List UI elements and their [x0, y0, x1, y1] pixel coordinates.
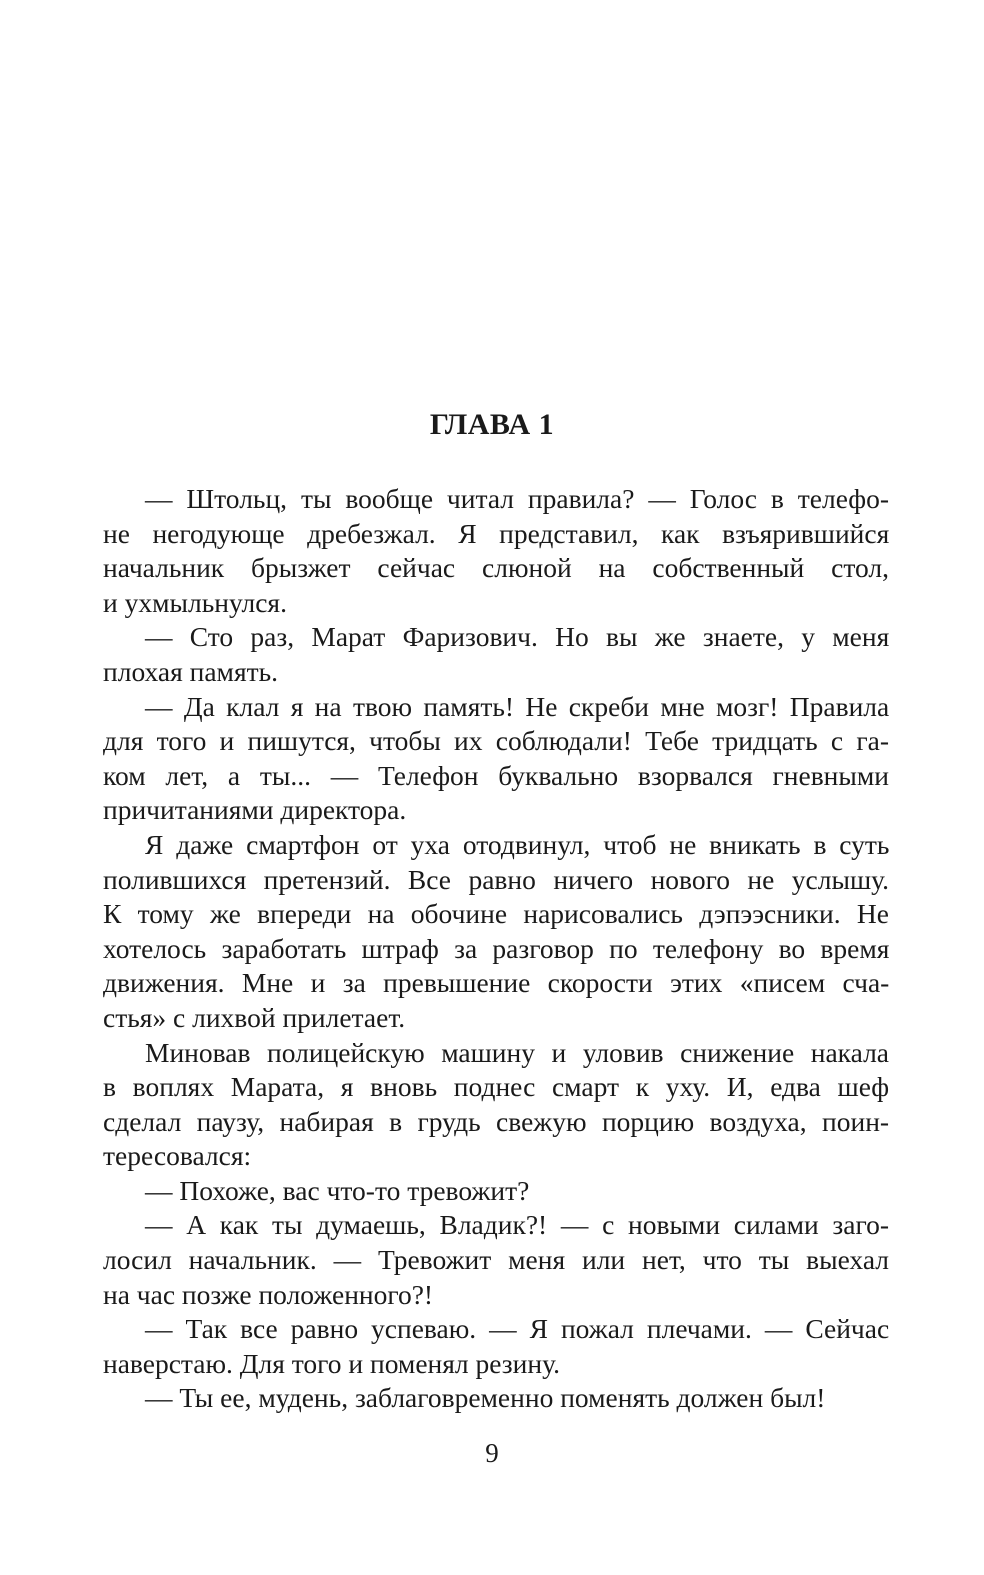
chapter-title: ГЛАВА 1: [429, 408, 555, 441]
paragraph: [103, 1036, 889, 1174]
page-number: 9: [485, 1438, 499, 1468]
paragraph: [103, 1312, 889, 1381]
text-line: К тому же впереди на обочине нарисовались дэпээсники. Не: [103, 898, 889, 930]
text-line: Я даже смартфон от уха отодвинул, чтоб не вникать в суть: [145, 828, 890, 860]
text-line: Миновав полицейскую машину и уловив снижение накала: [145, 1036, 889, 1068]
paragraph: [103, 828, 889, 1036]
text-line: — Похоже, вас что-то тревожит?: [145, 1174, 530, 1206]
text-line: для того и пишутся, чтобы их соблюдали! Тебе тридцать с га-: [103, 725, 889, 757]
text-line: — Ты ее, мудень, заблаговременно поменять должен был!: [145, 1382, 826, 1414]
paragraph: [103, 690, 889, 828]
text-line: тересовался:: [103, 1140, 252, 1172]
text-line: лосил начальник. — Тревожит меня или нет, что ты выехал: [103, 1244, 889, 1276]
text-line: начальник брызжет сейчас слюной на собственный стол,: [103, 552, 889, 584]
text-line: — Так все равно успеваю. — Я пожал плечами. — Сейчас: [145, 1313, 890, 1345]
paragraph: [103, 620, 889, 689]
text-line: — Сто раз, Марат Фаризович. Но вы же знаете, у меня: [145, 621, 890, 653]
body-text: [103, 482, 889, 1416]
text-line: — Штольц, ты вообще читал правила? — Голос в телефо-: [145, 483, 889, 514]
text-line: — А как ты думаешь, Владик?! — с новыми силами заго-: [145, 1209, 889, 1241]
text-line: наверстаю. Для того и поменял резину.: [103, 1347, 560, 1379]
paragraph: [103, 1381, 889, 1416]
text-line: в воплях Марата, я вновь поднес смарт к уху. И, едва шеф: [103, 1071, 890, 1103]
text-line: стья» с лихвой прилетает.: [103, 1001, 406, 1033]
paragraph: [103, 1208, 889, 1312]
paragraph: [103, 1174, 889, 1209]
text-line: — Да клал я на твою память! Не скреби мне мозг! Правила: [145, 690, 890, 722]
text-line: ком лет, а ты... — Телефон буквально взорвался гневными: [103, 759, 889, 791]
paragraph: [103, 482, 889, 620]
text-line: сделал паузу, набирая в грудь свежую порцию воздуха, поин-: [103, 1105, 890, 1137]
text-line: не негодующе дребезжал. Я представил, как взъярившийся: [103, 517, 890, 549]
text-line: плохая память.: [103, 655, 279, 687]
text-line: и ухмыльнулся.: [103, 586, 287, 618]
text-line: причитаниями директора.: [103, 794, 407, 826]
text-line: хотелось заработать штраф за разговор по телефону во время: [103, 932, 890, 964]
text-line: полившихся претензий. Все равно ничего нового не услышу.: [103, 863, 889, 895]
text-line: на час позже положенного?!: [103, 1278, 434, 1310]
text-line: движения. Мне и за превышение скорости этих «писем сча-: [103, 967, 890, 999]
